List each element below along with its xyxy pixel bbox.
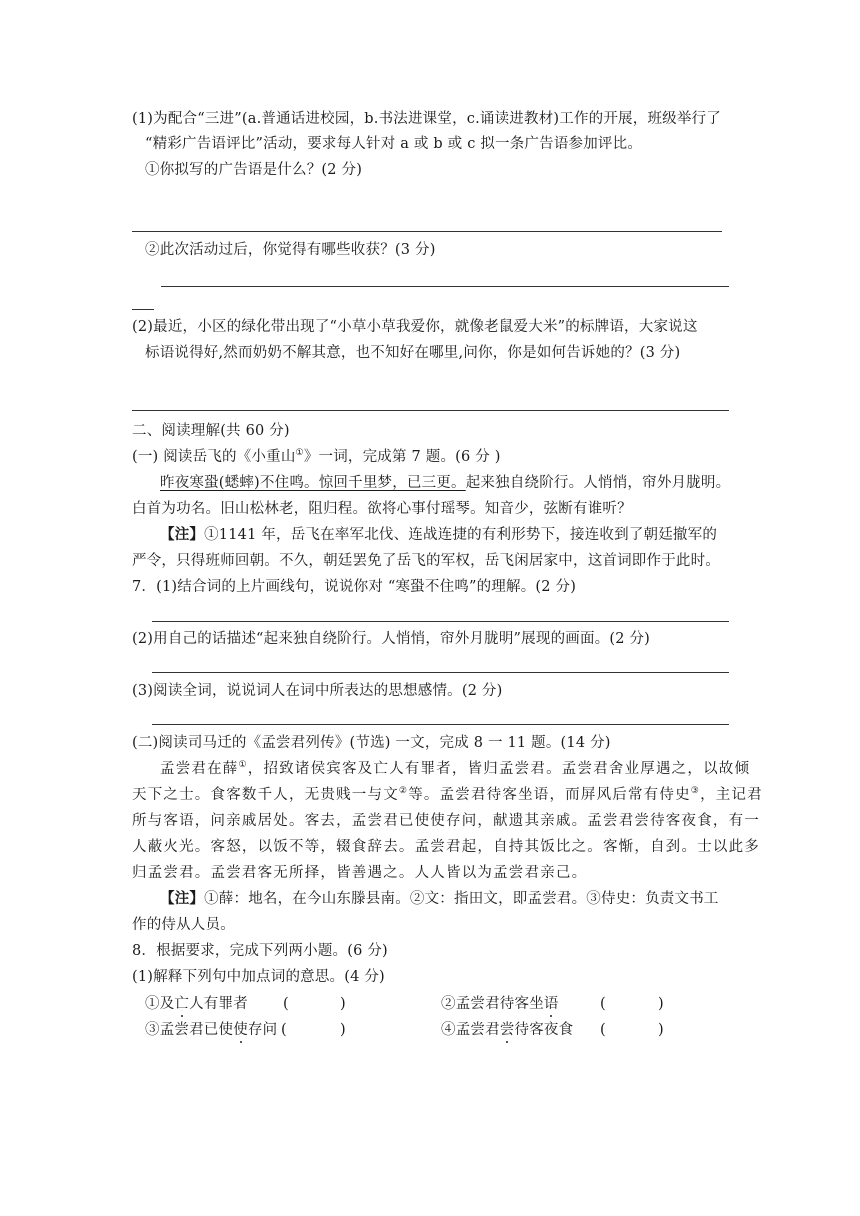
answer-line-advert-1[interactable] <box>132 231 722 232</box>
q8-item3: ③孟尝君已使使存问 <box>145 1022 278 1038</box>
prose-line5: 归孟尝君。孟尝君客无所择，皆善遇之。人人皆以为孟尝君亲己。 <box>132 865 588 881</box>
dotted-word: 语 <box>543 996 559 1012</box>
q7-part3: (3)阅读全词，说说词人在词中所表达的思想感情。(2 分) <box>132 683 503 699</box>
prose-line2: 天下之士。食客数千人，无贵贱一与文②等。孟尝君待客坐语，而屏风后常有侍史③，主记君 <box>132 786 763 803</box>
answer-line-sign[interactable] <box>132 410 729 411</box>
q8-item4-paren-open: ( <box>600 1022 606 1038</box>
q-advert-intro-line1: (1)为配合“三进”(a.普通话进校园，b.书法进课堂，c.诵读进教材)工作的开展，班级举行了 <box>132 111 721 127</box>
prose-line4: 人蔽火光。客怒，以饭不等，辍食辞去。孟尝君起，自持其饭比之。客惭，自刭。士以此多 <box>132 839 760 855</box>
q7-part1: 7．(1)结合词的上片画线句，说说你对 “寒蛩不住鸣”的理解。(2 分) <box>132 579 577 595</box>
poem-note-line2: 严令，只得班师回朝。不久，朝廷罢免了岳飞的军权，岳飞闲居家中，这首词即作于此时。 <box>132 553 720 569</box>
q-sign-line1: (2)最近，小区的绿化带出现了“小草小草我爱你，就像老鼠爱大米”的标牌语，大家说这 <box>132 319 698 335</box>
q8-item1-paren-open: ( <box>283 996 289 1012</box>
dotted-word: 使 <box>233 1022 248 1038</box>
prose-note-line2: 作的侍从人员。 <box>132 917 235 933</box>
poem-note-line1: 【注】①1141 年，岳飞在率军北伐、连战连捷的有利形势下，接连收到了朝廷撤军的 <box>160 526 718 543</box>
q8-item2: ②孟尝君待客坐语 <box>441 996 559 1012</box>
q8-item1: ①及亡人有罪者 <box>145 996 248 1012</box>
dotted-word: 亡 <box>174 996 190 1012</box>
q8-item4: ④孟尝君尝待客夜食 <box>441 1022 574 1038</box>
prose-line1: 孟尝君在薛①，招致诸侯宾客及亡人有罪者，皆归孟尝君。孟尝君舍业厚遇之，以故倾 <box>160 760 751 777</box>
q8-item3-paren-open: ( <box>281 1022 287 1038</box>
q-sign-line2: 标语说得好,然而奶奶不解其意，也不知好在哪里,问你，你是如何告诉她的？(3 分) <box>145 345 681 361</box>
prose-line3: 所与客语，问亲戚居处。客去，孟尝君已使使存问，献遗其亲戚。孟尝君尝待客夜食，有一 <box>132 813 760 829</box>
q8-item1-paren-close: ) <box>340 996 346 1012</box>
q7-part2: (2)用自己的话描述“起来独自绕阶行。人悄悄，帘外月胧明”展现的画面。(2 分) <box>132 631 651 647</box>
q-advert-sub1: ①你拟写的广告语是什么？(2 分) <box>145 162 363 178</box>
answer-line-advert-2-cont[interactable] <box>132 309 154 310</box>
answer-line-advert-2[interactable] <box>161 286 729 287</box>
section-title: 二、阅读理解(共 60 分) <box>132 423 290 439</box>
q-advert-sub2: ②此次活动过后，你觉得有哪些收获？(3 分) <box>145 242 436 258</box>
q8-title: 8．根据要求，完成下列两小题。(6 分) <box>132 943 388 959</box>
answer-line-q7-3[interactable] <box>152 724 729 725</box>
prose-intro: (二)阅读司马迁的《孟尝君列传》(节选) 一文，完成 8 一 11 题。(14 分) <box>132 735 611 751</box>
q8-item3-paren-close: ) <box>340 1022 346 1038</box>
answer-line-q7-2[interactable] <box>152 672 729 673</box>
poem-line1: 昨夜寒蛩(蟋蟀)不住鸣。惊回千里梦，已三更。起来独自绕阶行。人悄悄，帘外月胧明。 <box>160 475 731 491</box>
underlined-poem-phrase: 昨夜寒蛩(蟋蟀)不住鸣。惊回千里梦，已三更。 <box>160 475 466 491</box>
q8-sub: (1)解释下列句中加点词的意思。(4 分) <box>132 969 385 985</box>
dotted-word: 尝 <box>499 1022 515 1038</box>
prose-note-line1: 【注】①薛：地名，在今山东滕县南。②文：指田文，即孟尝君。③侍史：负责文书工 <box>160 890 719 907</box>
poem-intro: (一) 阅读岳飞的《小重山①》一词，完成第 7 题。(6 分 ) <box>132 448 501 465</box>
poem-line2: 白首为功名。旧山松林老，阻归程。欲将心事付瑶琴。知音少，弦断有谁听？ <box>132 501 632 517</box>
answer-line-q7-1[interactable] <box>152 621 729 622</box>
q-advert-intro-line2: “精彩广告语评比”活动，要求每人针对 a 或 b 或 c 拟一条广告语参加评比。 <box>145 136 643 152</box>
q8-item4-paren-close: ) <box>658 1022 664 1038</box>
q8-item2-paren-open: ( <box>600 996 606 1012</box>
q8-item2-paren-close: ) <box>658 996 664 1012</box>
